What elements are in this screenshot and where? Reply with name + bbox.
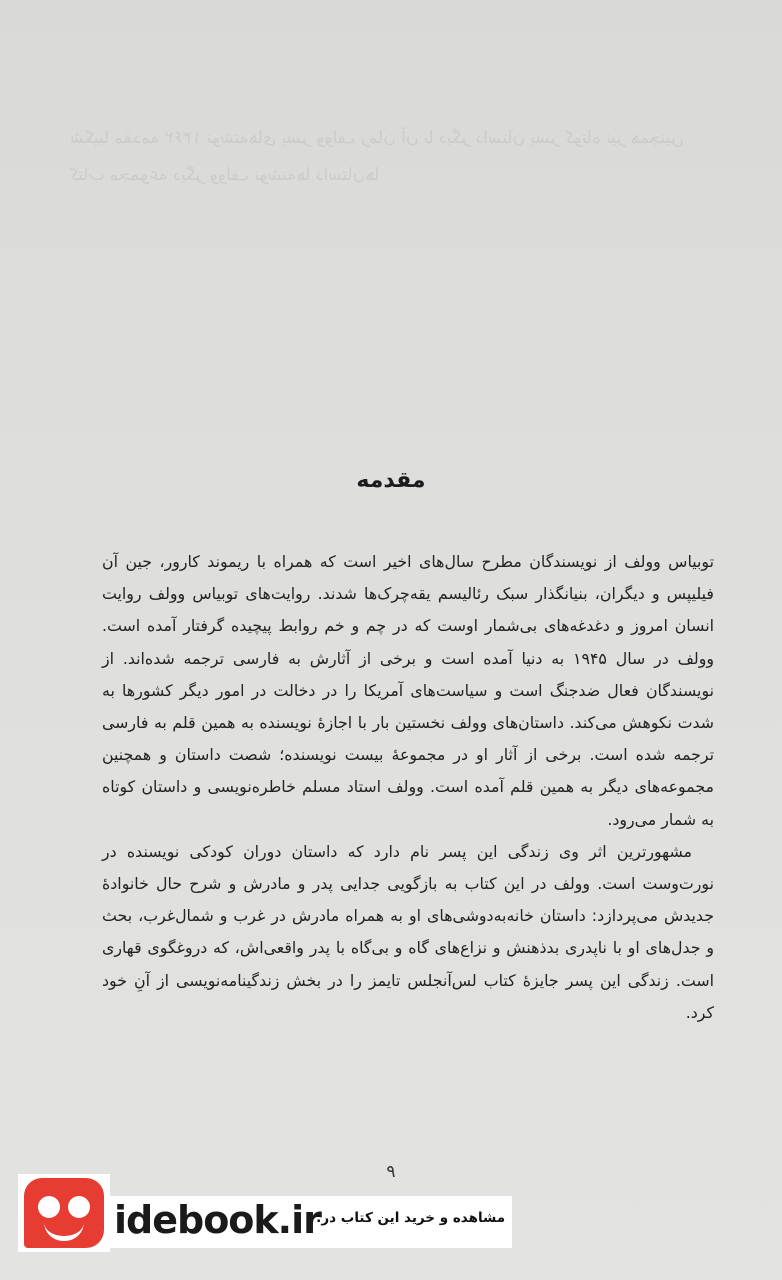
chapter-heading: مقدمه [356,468,426,493]
logo-left-eye-icon [38,1196,60,1218]
brand-name[interactable]: idebook.ir [114,1198,321,1242]
logo-smile-icon [44,1222,84,1241]
body-text [102,546,714,1029]
page-number: ۹ [386,1162,396,1182]
site-logo[interactable] [18,1174,110,1252]
logo-right-eye-icon [68,1196,90,1218]
call-to-action-text: مشاهده و خرید این کتاب در: [316,1210,506,1226]
watermark-banner[interactable] [18,1196,512,1248]
bleed-through-text: شکیبا مقدمه ۱۳۶۲ نوشته‌های پسر وولف زمان آن با دیگر داستان پسر کوتاه نیز همچنین کتاب مجموعه دیگر وولف نوشته‌ها داستان‌ها [70,128,684,185]
logo-face-icon [24,1178,104,1248]
paragraph-2: مشهورترین اثر وی زندگی این پسر نام دارد که داستان دوران کودکی نویسنده در نورت‌وست است. وولف در این کتاب به بازگویی جدایی پدر و مادرش و شرح حال خانوادهٔ جدیدش می‌پردازد: داستان خانه‌به‌دوشی‌های او به همراه مادرش در غرب و شمال‌غرب، بحث و جدل‌های او با ناپدری بدذهنش و نزاع‌های گاه و بی‌گاه با پدر واقعی‌اش، که دروغگوی قهاری است. زندگی این پسر جایزهٔ کتاب لس‌آنجلس تایمز را در بخش زندگینامه‌نویسی از آنِ خود کرد. [102,841,714,1022]
paragraph-1: توبیاس وولف از نویسندگان مطرح سال‌های اخیر است که همراه با ریموند کارور، جین آن فیلیپس و دیگران، بنیانگذار سبک رئالیسم یقه‌چرک‌ها شدند. روایت‌های توبیاس وولف روایت انسان امروز و دغدغه‌های بی‌شمار اوست که در چم و خم روابط پیچیده گرفتار آمده است. وولف در سال ۱۹۴۵ به دنیا آمده است و برخی از آثارش به فارسی ترجمه شده‌اند. از نویسندگان فعال ضدجنگ است و سیاست‌های آمریکا را در دخالت در امور دیگر کشورها به شدت نکوهش می‌کند. داستان‌های وولف نخستین بار با اجازهٔ نویسنده به همین قلم به فارسی ترجمه شده است. برخی از آثار او در مجموعهٔ بیست نویسنده؛ شصت داستان و همچنین مجموعه‌های دیگر به همین قلم آمده است. وولف استاد مسلم خاطره‌نویسی و داستان کوتاه به شمار می‌رود. [102,552,714,829]
